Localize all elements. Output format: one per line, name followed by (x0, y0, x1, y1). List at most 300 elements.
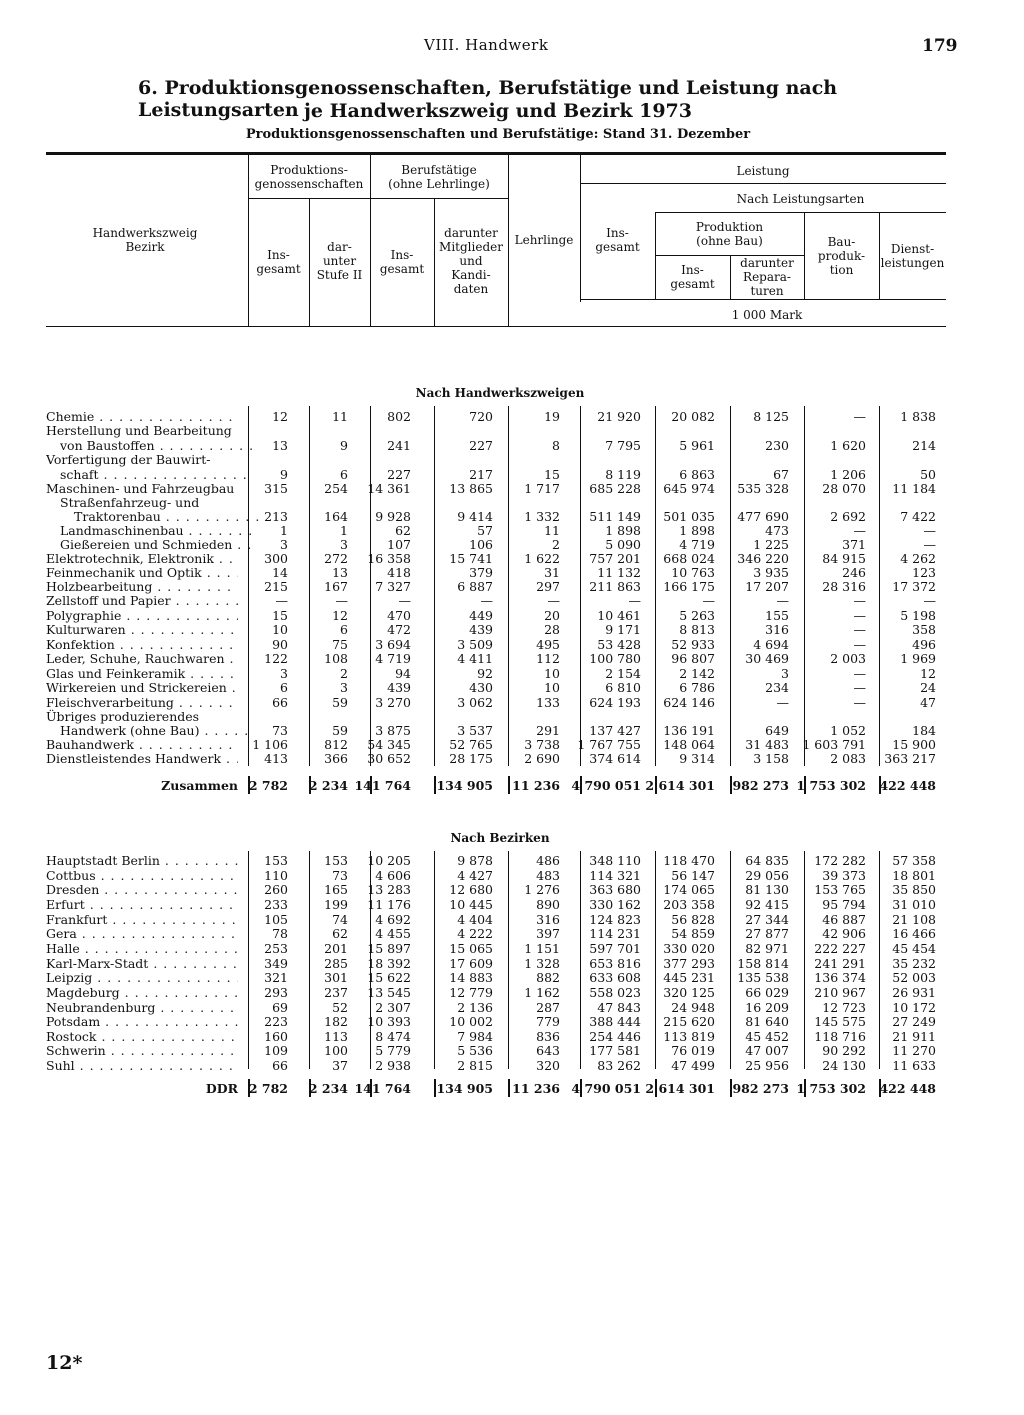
cell: 174 065 (663, 882, 715, 897)
cell: 158 814 (737, 956, 789, 971)
cell: 495 (536, 637, 560, 652)
cell: 2 815 (457, 1058, 493, 1073)
row-label: Frankfurt . . . (46, 912, 238, 927)
cell: 301 (324, 970, 348, 985)
cell: 7 422 (900, 509, 936, 524)
cell: 160 (264, 1029, 288, 1044)
cell: 1 898 (605, 523, 641, 538)
cell: 300 (264, 551, 288, 566)
cell: — (923, 523, 936, 538)
cell: 47 007 (745, 1043, 789, 1058)
cell: 53 428 (597, 637, 641, 652)
cell: 30 469 (745, 651, 789, 666)
cell: 11 176 (367, 897, 411, 912)
cell: 66 029 (745, 985, 789, 1000)
table-row (0, 956, 1024, 971)
cell: 779 (536, 1014, 560, 1029)
row-label: Suhl . . . (46, 1058, 238, 1073)
row-label: DDR (205, 1081, 238, 1096)
cell: 31 483 (745, 737, 789, 752)
cell: 6 (280, 680, 288, 695)
cell: 12 723 (822, 1000, 866, 1015)
table-title-line-1: 6. Produktionsgenossenschaften, Berufstätige und Leistung nach Leistungsarten (138, 77, 838, 121)
cell: 24 (920, 680, 936, 695)
row-label: Dresden . . . (46, 882, 238, 897)
row-label: Zellstoff und Papier . . . (46, 593, 238, 608)
bauproduktion-header (804, 235, 879, 277)
cell: 8 474 (375, 1029, 411, 1044)
cell: 3 (280, 537, 288, 552)
cell: 1 052 (830, 723, 866, 738)
cell: 2 938 (375, 1058, 411, 1073)
cell: 164 (324, 509, 348, 524)
cell: 141 764 (354, 1081, 411, 1096)
cell: 2 (552, 537, 560, 552)
cell: 95 794 (822, 897, 866, 912)
cell: 366 (324, 751, 348, 766)
cell: 94 (395, 666, 411, 681)
row-label: Chemie . . . (46, 409, 238, 424)
cell: — (776, 593, 789, 608)
table-row (0, 523, 1024, 538)
cell: 6 810 (605, 680, 641, 695)
row-label: Rostock . . . (46, 1029, 238, 1044)
cell: — (853, 695, 866, 710)
group-rule (655, 212, 946, 213)
cell: 82 971 (745, 941, 789, 956)
cell: — (702, 593, 715, 608)
cell: 363 217 (884, 751, 936, 766)
cell: 28 175 (449, 751, 493, 766)
cell: 321 (264, 970, 288, 985)
header-line: gesamt (256, 262, 301, 276)
cell: 643 (536, 1043, 560, 1058)
header-line: daten (453, 282, 489, 296)
cell: 1 767 755 (577, 737, 641, 752)
cell: 114 231 (589, 926, 641, 941)
cell: 5 198 (900, 608, 936, 623)
row-label: Magdeburg . . . (46, 985, 238, 1000)
cell: 4 692 (375, 912, 411, 927)
cell: 39 373 (822, 868, 866, 883)
cell: 2 003 (830, 651, 866, 666)
cell: 217 (469, 467, 493, 482)
cell: 148 064 (663, 737, 715, 752)
row-label: Wirkereien und Strickereien . . . (46, 680, 238, 695)
cell: 253 (264, 941, 288, 956)
cell: 2 083 (830, 751, 866, 766)
cell: 199 (324, 897, 348, 912)
cell: 633 608 (589, 970, 641, 985)
cell: 316 (536, 912, 560, 927)
header-line: unter (322, 254, 357, 268)
cell: 118 470 (663, 853, 715, 868)
cell: — (398, 593, 411, 608)
cell: 15 (272, 608, 288, 623)
cell: 2 234 (308, 1081, 348, 1096)
cell: 237 (324, 985, 348, 1000)
header-line: und (459, 254, 483, 268)
table-row (0, 593, 1024, 608)
section-title-zweige: Nach Handwerkszweigen (415, 386, 585, 400)
row-label: Kulturwaren . . . (46, 622, 238, 637)
cell: 15 900 (892, 737, 936, 752)
cell: 418 (387, 565, 411, 580)
row-label: Vorfertigung der Bauwirt- (46, 452, 211, 467)
cell: 12 (332, 608, 348, 623)
cell: 153 (324, 853, 348, 868)
cell: 4 719 (679, 537, 715, 552)
header-line: Produktion (695, 220, 764, 234)
cell: 246 (842, 565, 866, 580)
cell: — (853, 637, 866, 652)
cell: — (853, 409, 866, 424)
cell: 27 877 (745, 926, 789, 941)
cell: 2 (340, 666, 348, 681)
cell: 4 455 (375, 926, 411, 941)
cell: — (923, 593, 936, 608)
cell: 110 (264, 868, 288, 883)
cell: 291 (536, 723, 560, 738)
row-label: Feinmechanik und Optik . . . (46, 565, 238, 580)
header-line: Stufe II (316, 268, 363, 282)
cell: 28 316 (822, 579, 866, 594)
row-label: Neubrandenburg . . . (46, 1000, 238, 1015)
cell: 100 780 (589, 651, 641, 666)
header-line: Repara- (743, 270, 791, 284)
cell: 3 (340, 537, 348, 552)
row-label: Holzbearbeitung . . . (46, 579, 238, 594)
pg-total-header (248, 248, 309, 276)
header-line: Dienst- (890, 242, 935, 256)
cell: 330 020 (663, 941, 715, 956)
cell: — (776, 695, 789, 710)
header-line: Ins- (267, 248, 290, 262)
cell: 430 (469, 680, 493, 695)
cell: 260 (264, 882, 288, 897)
cell: 69 (272, 1000, 288, 1015)
row-label: Zusammen (161, 778, 238, 793)
cell: 13 283 (367, 882, 411, 897)
header-line: Bau- (827, 235, 856, 249)
signature-mark: 12* (46, 1352, 83, 1374)
cell: 8 (552, 438, 560, 453)
cell: 645 974 (663, 481, 715, 496)
stub-header-line: Bezirk (125, 240, 165, 254)
cell: 35 232 (892, 956, 936, 971)
header-line: Ins- (681, 263, 704, 277)
cell: 76 019 (671, 1043, 715, 1058)
bt-group-header (370, 163, 508, 191)
cell: 11 (332, 409, 348, 424)
cell: 16 466 (892, 926, 936, 941)
table-row (0, 622, 1024, 637)
table-subtitle: Produktionsgenossenschaften und Berufstätige: Stand 31. Dezember (245, 127, 751, 142)
cell: 1 206 (830, 467, 866, 482)
cell: 12 680 (449, 882, 493, 897)
cell: 56 828 (671, 912, 715, 927)
cell: 297 (536, 579, 560, 594)
cell: 222 227 (814, 941, 866, 956)
table-row (0, 565, 1024, 580)
header-line: Berufstätige (401, 163, 477, 177)
unit-label: 1 000 Mark (731, 308, 803, 322)
cell: 4 606 (375, 868, 411, 883)
cell: 558 023 (589, 985, 641, 1000)
cell: 9 878 (457, 853, 493, 868)
cell: 54 859 (671, 926, 715, 941)
cell: 227 (387, 467, 411, 482)
cell: 122 (264, 651, 288, 666)
header-line: Produktions- (270, 163, 348, 177)
cell: 10 763 (671, 565, 715, 580)
table-row (0, 970, 1024, 985)
cell: 73 (272, 723, 288, 738)
cell: 836 (536, 1029, 560, 1044)
row-label: Glas und Feinkeramik . . . (46, 666, 238, 681)
top-rule (46, 152, 946, 155)
cell: 287 (536, 1000, 560, 1015)
table-row (0, 912, 1024, 927)
cell: 155 (765, 608, 789, 623)
cell: 5 961 (679, 438, 715, 453)
cell: 6 (340, 467, 348, 482)
cell: 26 931 (892, 985, 936, 1000)
table-row (0, 853, 1024, 868)
cell: 320 (536, 1058, 560, 1073)
cell: 223 (264, 1014, 288, 1029)
cell: 114 321 (589, 868, 641, 883)
cell: 5 263 (679, 608, 715, 623)
cell: 137 427 (589, 723, 641, 738)
cell: 230 (765, 438, 789, 453)
cell: 5 536 (457, 1043, 493, 1058)
cell: 25 956 (745, 1058, 789, 1073)
cell: 1 622 (524, 551, 560, 566)
cell: 4 411 (457, 651, 493, 666)
cell: 10 (544, 680, 560, 695)
cell: 59 (332, 695, 348, 710)
cell: 10 461 (597, 608, 641, 623)
table-row (0, 467, 1024, 482)
header-line: gesamt (595, 240, 640, 254)
cell: 422 448 (879, 1081, 936, 1096)
table-row (0, 452, 1024, 467)
cell: 649 (765, 723, 789, 738)
cell: 2 307 (375, 1000, 411, 1015)
table-row (0, 709, 1024, 724)
cell: 203 358 (663, 897, 715, 912)
cell: 73 (332, 868, 348, 883)
cell: 37 (332, 1058, 348, 1073)
lehrlinge-header: Lehrlinge (514, 233, 574, 247)
cell: 10 393 (367, 1014, 411, 1029)
cell: 46 887 (822, 912, 866, 927)
row-label: Handwerk (ohne Bau) . . . (60, 723, 252, 738)
cell: 3 738 (524, 737, 560, 752)
cell: 4 694 (753, 637, 789, 652)
cell: 52 (332, 1000, 348, 1015)
cell: 21 108 (892, 912, 936, 927)
table-row (0, 1000, 1024, 1015)
cell: 4 262 (900, 551, 936, 566)
cell: 47 (920, 695, 936, 710)
table-row (0, 637, 1024, 652)
cell: 20 (544, 608, 560, 623)
cell: — (335, 593, 348, 608)
cell: 57 358 (892, 853, 936, 868)
cell: 1 328 (524, 956, 560, 971)
table-row (0, 666, 1024, 681)
table-row (0, 882, 1024, 897)
cell: — (853, 622, 866, 637)
cell: 472 (387, 622, 411, 637)
cell: 2 782 (248, 1081, 288, 1096)
row-label: Leder, Schuhe, Rauchwaren . . . (46, 651, 238, 666)
running-head: VIII. Handwerk (424, 36, 549, 54)
table-row (0, 751, 1024, 766)
cell: 81 130 (745, 882, 789, 897)
cell: 15 065 (449, 941, 493, 956)
cell: 445 231 (663, 970, 715, 985)
cell: 254 (324, 481, 348, 496)
cell: 413 (264, 751, 288, 766)
header-line: produk- (817, 249, 866, 263)
header-line: genossenschaften (254, 177, 364, 191)
row-label: Bauhandwerk . . . (46, 737, 238, 752)
cell: 241 (387, 438, 411, 453)
cell: 15 897 (367, 941, 411, 956)
cell: 6 887 (457, 579, 493, 594)
cell: 16 209 (745, 1000, 789, 1015)
cell: 9 414 (457, 509, 493, 524)
cell: 1 225 (753, 537, 789, 552)
table-row (0, 737, 1024, 752)
cell: 7 327 (375, 579, 411, 594)
cell: — (480, 593, 493, 608)
cell: 35 850 (892, 882, 936, 897)
cell: 2 614 301 (645, 778, 715, 793)
cell: 7 795 (605, 438, 641, 453)
table-row (0, 509, 1024, 524)
cell: 4 427 (457, 868, 493, 883)
cell: 802 (387, 409, 411, 424)
cell: 210 967 (814, 985, 866, 1000)
cell: 113 (324, 1029, 348, 1044)
cell: 2 692 (830, 509, 866, 524)
cell: 74 (332, 912, 348, 927)
cell: 348 110 (589, 853, 641, 868)
cell: 6 786 (679, 680, 715, 695)
cell: 29 056 (745, 868, 789, 883)
header-line: turen (750, 284, 784, 298)
cell: 107 (387, 537, 411, 552)
leistung-total-header (580, 226, 655, 254)
cell: 17 372 (892, 579, 936, 594)
cell: 397 (536, 926, 560, 941)
cell: 3 935 (753, 565, 789, 580)
group-rule (580, 183, 946, 184)
bt-members-header (434, 226, 508, 296)
cell: 166 175 (663, 579, 715, 594)
cell: 374 614 (589, 751, 641, 766)
cell: 473 (765, 523, 789, 538)
cell: 31 010 (892, 897, 936, 912)
cell: 17 207 (745, 579, 789, 594)
cell: 6 863 (679, 467, 715, 482)
header-line: gesamt (379, 262, 425, 276)
cell: — (853, 680, 866, 695)
cell: 14 883 (449, 970, 493, 985)
cell: 3 694 (375, 637, 411, 652)
row-label: Dienstleistendes Handwerk . . . (46, 751, 238, 766)
row-label: Fleischverarbeitung . . . (46, 695, 238, 710)
cell: 81 640 (745, 1014, 789, 1029)
table-row (0, 579, 1024, 594)
leistung-group-header: Leistung (736, 164, 790, 178)
cell: 10 002 (449, 1014, 493, 1029)
cell: 6 (340, 622, 348, 637)
cell: 363 680 (589, 882, 641, 897)
cell: 12 (272, 409, 288, 424)
cell: 285 (324, 956, 348, 971)
cell: 254 446 (589, 1029, 641, 1044)
row-label: Schwerin . . . (46, 1043, 238, 1058)
cell: 8 119 (605, 467, 641, 482)
cell: 56 147 (671, 868, 715, 883)
cell: 2 234 (308, 778, 348, 793)
cell: 52 765 (449, 737, 493, 752)
cell: 45 454 (892, 941, 936, 956)
row-label: Maschinen- und Fahrzeugbau . . . (46, 481, 238, 496)
row-label: Erfurt . . . (46, 897, 238, 912)
cell: 13 545 (367, 985, 411, 1000)
cell: 3 062 (457, 695, 493, 710)
cell: 20 082 (671, 409, 715, 424)
cell: 18 392 (367, 956, 411, 971)
cell: 668 024 (663, 551, 715, 566)
cell: 15 622 (367, 970, 411, 985)
cell: 42 906 (822, 926, 866, 941)
cell: 439 (387, 680, 411, 695)
row-label: schaft . . . (60, 467, 252, 482)
cell: 3 (781, 666, 789, 681)
table-row (0, 695, 1024, 710)
cell: 597 701 (589, 941, 641, 956)
cell: 685 228 (589, 481, 641, 496)
cell: 227 (469, 438, 493, 453)
cell: 9 171 (605, 622, 641, 637)
row-label: Halle . . . (46, 941, 238, 956)
cell: 3 158 (753, 751, 789, 766)
cell: 153 765 (814, 882, 866, 897)
cell: 624 146 (663, 695, 715, 710)
cell: 371 (842, 537, 866, 552)
cell: 8 813 (679, 622, 715, 637)
cell: 470 (387, 608, 411, 623)
cell: 96 807 (671, 651, 715, 666)
cell: 2 142 (679, 666, 715, 681)
cell: 653 816 (589, 956, 641, 971)
header-line: dar- (327, 240, 352, 254)
cell: 320 125 (663, 985, 715, 1000)
row-label: Übriges produzierendes (46, 709, 200, 724)
cell: 92 (477, 666, 493, 681)
row-label: Landmaschinenbau . . . (60, 523, 252, 538)
nach-leistungsarten-header: Nach Leistungsarten (736, 192, 865, 206)
cell: 75 (332, 637, 348, 652)
cell: 9 (340, 438, 348, 453)
